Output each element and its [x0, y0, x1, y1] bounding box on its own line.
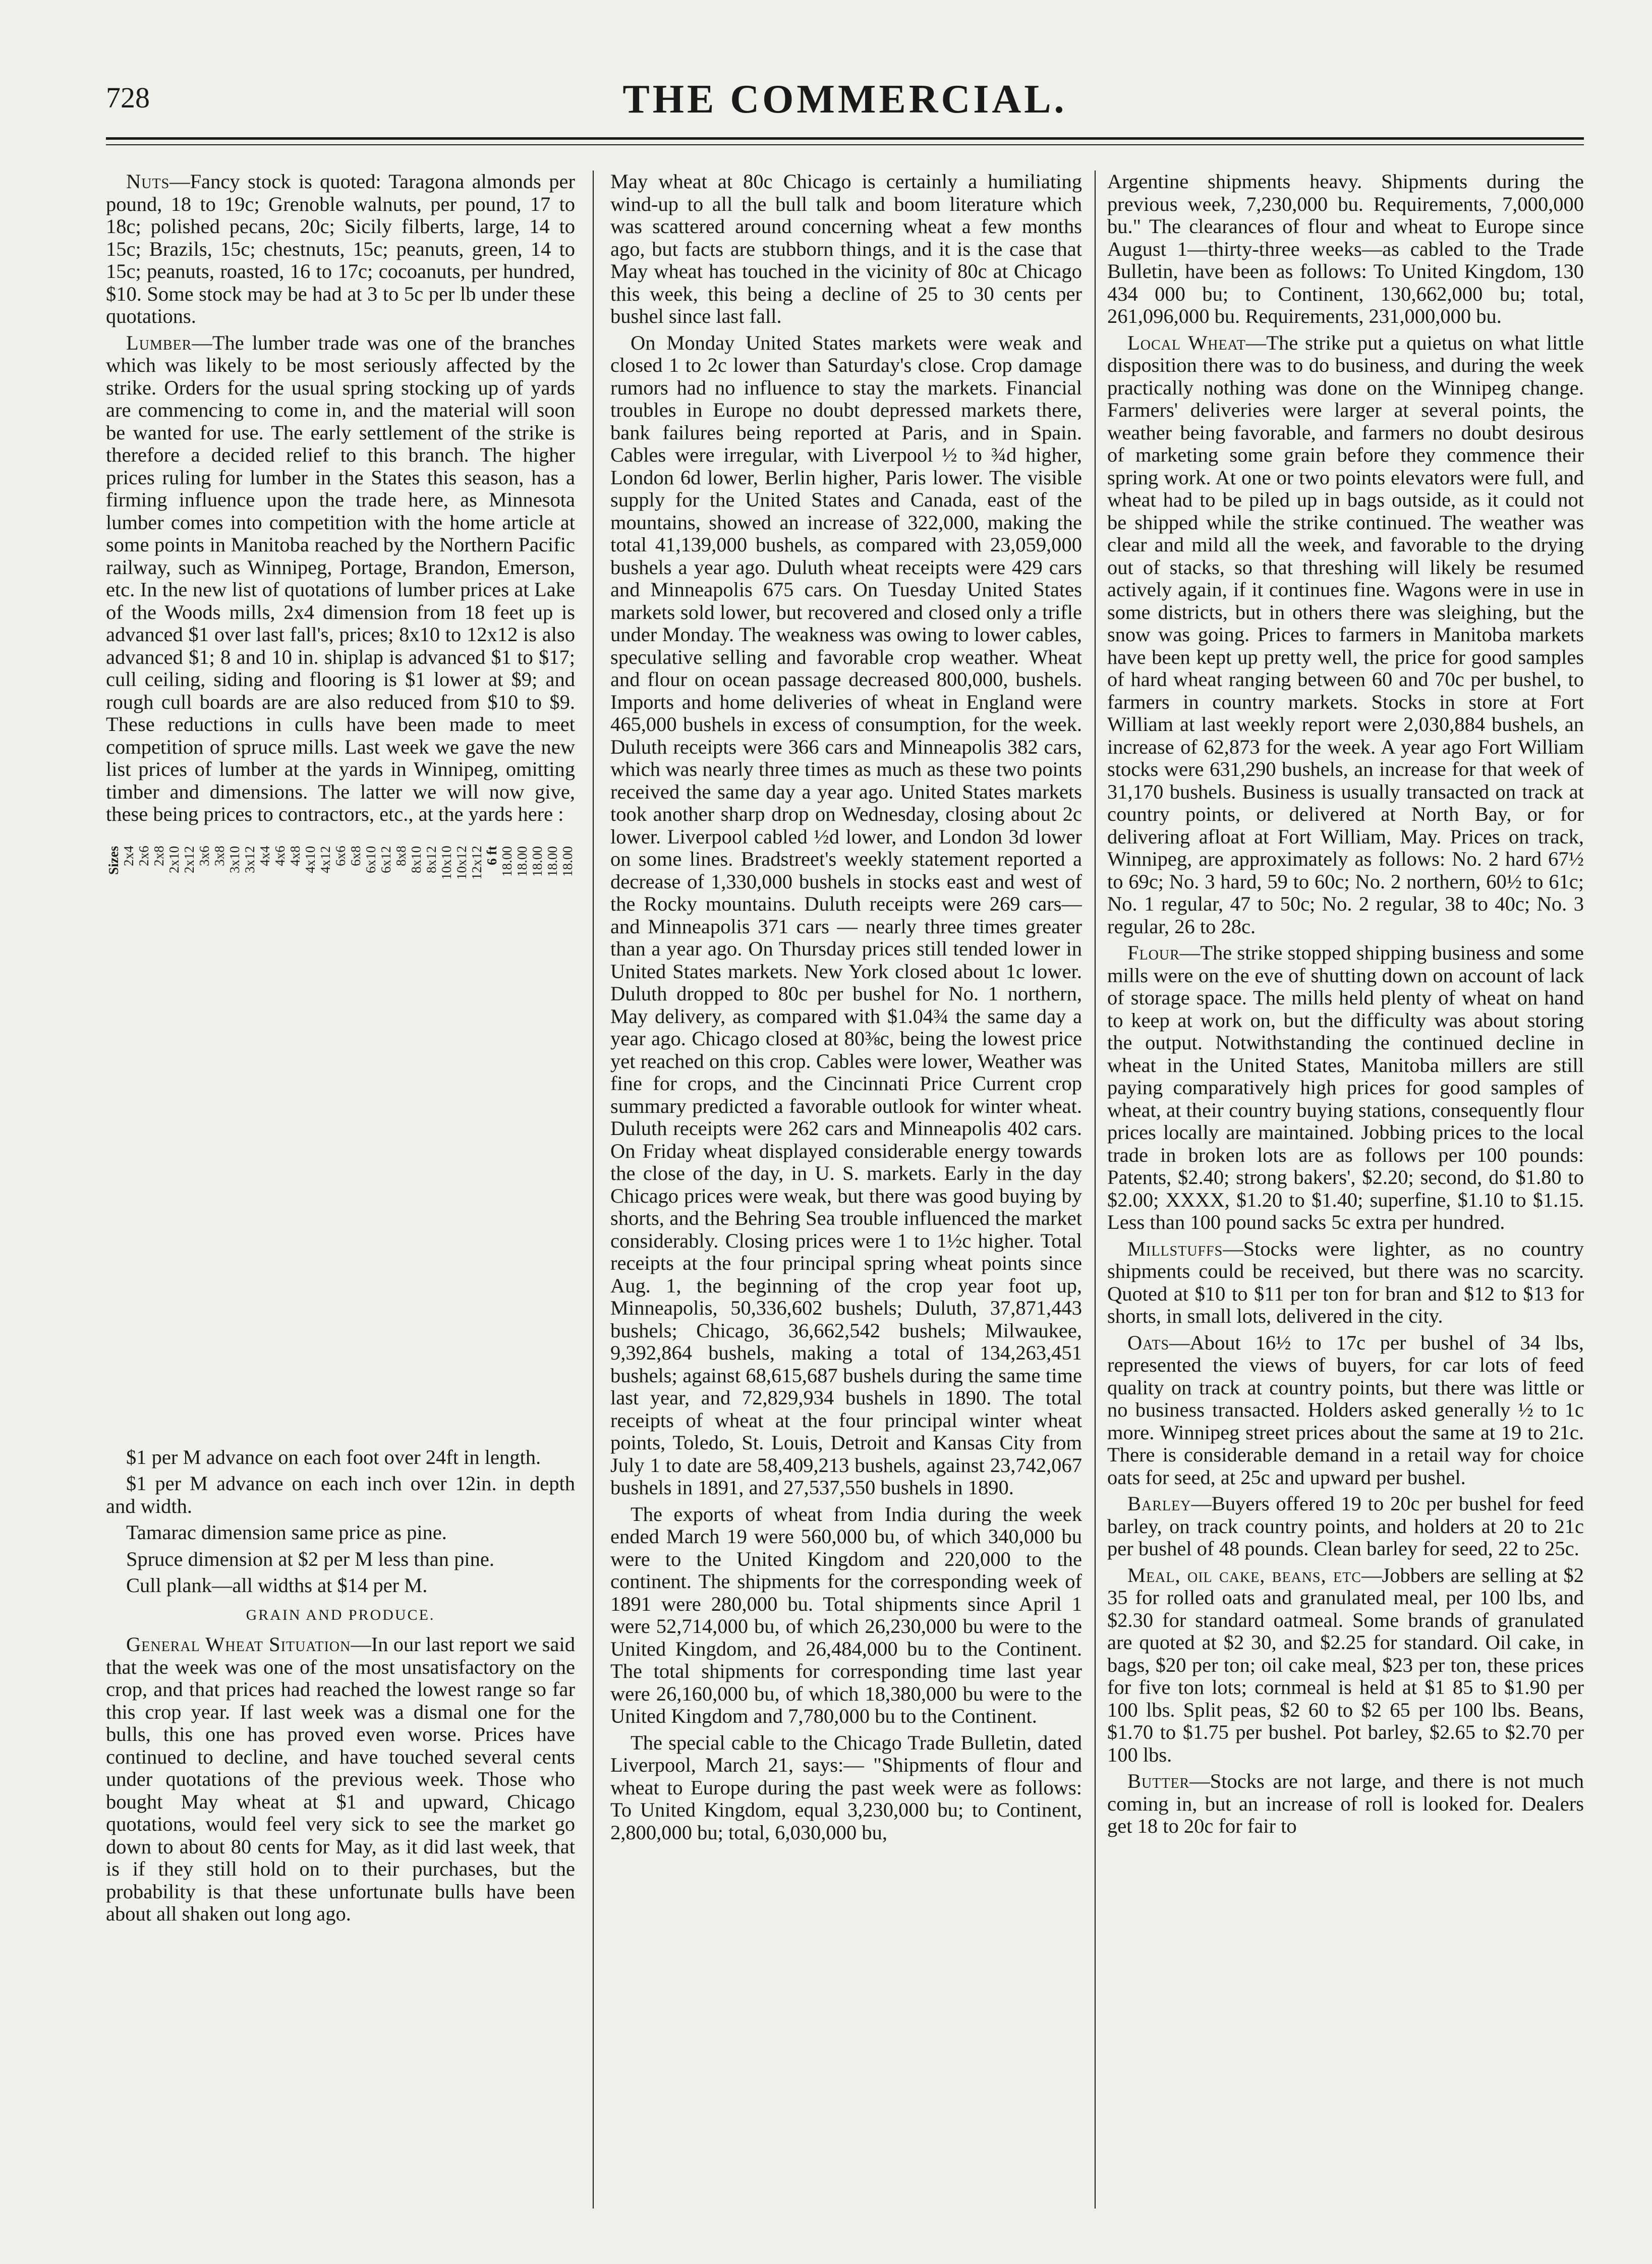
- section-heading: Nuts: [126, 171, 170, 193]
- price-table-size: 4x4: [257, 845, 272, 866]
- section-heading: Barley: [1127, 1492, 1191, 1515]
- masthead: [106, 77, 1584, 122]
- section-text: —In our last report we said that the week was one of the most unsatisfactory on the crop, and that prices had reached the lowest range so far this crop year. If last week was a dismal one for the bulls, this one has proved even worse. Prices have continued to decline, and have touched several cents under quotations of the previous week. Those who bought May wheat at $1 and upward, Chicago quotations, would feel very sick to see the market go down to about 80 cents for May, as it did last week, that is if they still hold on to their purchases, but the probability is that these unfortunate bulls have been about all shaken out long ago.: [106, 1633, 575, 1925]
- section-text: —Buyers offered 19 to 20c per bushel for feed barley, on track country points, and holders at 20 to 21c per bushel of 48 pounds. Clean barley for seed, 22 to 25c.: [1107, 1492, 1584, 1560]
- section-text: —Stocks are not large, and there is not much coming in, but an increase of roll is looked for. Dealers get 18 to 20c for fair to: [1107, 1770, 1584, 1837]
- price-table-size: 2x6: [136, 845, 151, 866]
- price-table-size: 10x12: [454, 845, 469, 880]
- price-table-size: 8x12: [424, 845, 439, 873]
- lumber-note: Spruce dimension at $2 per M less than pine.: [126, 1547, 494, 1570]
- market-section-paragraph: [1107, 1770, 1584, 1838]
- price-table-size: 12x12: [469, 845, 484, 880]
- price-table-size: 4x8: [288, 845, 303, 866]
- grain-produce-heading: GRAIN AND PRODUCE.: [246, 1606, 435, 1623]
- section-heading: Butter: [1127, 1770, 1190, 1792]
- price-table-size: 4x10: [303, 845, 318, 873]
- wheat-situation-paragraph: [106, 1633, 575, 1926]
- column-divider: [1095, 171, 1096, 2209]
- price-table-size: 3x10: [227, 845, 242, 873]
- section-text: —Stocks were lighter, as no country shipments could be received, but there was no scarcity. Quoted at $10 to $11 per ton for bran and $12 to $13 for shorts, in small lots, delivered in the city.: [1107, 1237, 1584, 1327]
- section-text: —The lumber trade was one of the branches which was likely to be most seriously affected by the strike. Orders for the usual spring stocking up of yards are commencing to come in, and the material will soon be wanted for use. The early settlement of the strike is therefore a decided relief to this branch. The higher prices ruling for lumber in the States this season, has a firming influence upon the trade here, as Minnesota lumber comes into competition with the home article at some points in Manitoba reached by the Northern Pacific railway, such as Winnipeg, Portage, Brandon, Emerson, etc. In the new list of quotations of lumber prices at Lake of the Woods mills, 2x4 dimension from 18 feet up is advanced $1 over last fall's, prices; 8x10 to 12x12 is also advanced $1; 8 and 10 in. shiplap is advanced $1 to $17; cull ceiling, siding and flooring is $1 lower at $9; and rough cull boards are are also reduced from $10 to $9. These reductions in culls have been made to meet competition of spruce mills. Last week we gave the new list prices of lumber at the yards in Winnipeg, omitting timber and dimensions. The latter we will now give, these being prices to contractors, etc., at the yards here :: [106, 331, 575, 825]
- section-heading: Flour: [1127, 941, 1180, 964]
- section-text: —The strike stopped shipping business and some mills were on the eve of shutting down on account of lack of storage space. The mills held plenty of wheat on hand to keep at work on, but the difficulty was about storing the output. Notwithstanding the continued decline in wheat in the United States, Manitoba millers are still paying comparatively high prices for good samples of wheat, at their country buying stations, consequently flour prices locally are maintained. Jobbing prices to the local trade in broken lots are as follows per 100 pounds: Patents, $2.40; strong bakers', $2.20; second, do $1.80 to $2.00; XXXX, $1.20 to $1.40; superfine, $1.10 to $1.15. Less than 100 pound sacks 5c extra per hundred.: [1107, 941, 1584, 1233]
- lumber-notes: [106, 1446, 575, 1597]
- lumber-paragraph: [106, 332, 575, 826]
- price-table-size: 6x12: [378, 845, 393, 873]
- price-table-size: 8x10: [409, 845, 424, 873]
- lumber-note: $1 per M advance on each foot over 24ft in length.: [126, 1445, 541, 1468]
- price-table-header: 6 ft: [484, 845, 499, 865]
- price-table-column: [106, 846, 484, 1436]
- section-heading: General Wheat Situation: [126, 1633, 351, 1656]
- price-table-size: 2x10: [166, 845, 182, 873]
- price-table-size: 8x8: [393, 845, 409, 866]
- price-table-header: Sizes: [106, 845, 121, 875]
- section-heading: Oats: [1127, 1331, 1170, 1354]
- market-section-paragraph: [1107, 332, 1584, 938]
- price-table-cell: 18.00: [545, 845, 560, 877]
- market-section-paragraph: [1107, 1238, 1584, 1328]
- market-paragraph: On Monday United States markets were weak and closed 1 to 2c lower than Saturday's close. Crop damage rumors had no influence to stay the markets. Financial troubles in Europe no doubt depressed markets there, bank failures being reported at Paris, and in Spain. Cables were irregular, with Liverpool ½ to ¾d higher, London 6d lower, Berlin higher, Paris lower. The visible supply for the United States and Canada, east of the mountains, showed an increase of 322,000, making the total 41,139,000 bushels, as compared with 23,059,000 bushels a year ago. Duluth wheat receipts were 429 cars and Minneapolis 675 cars. On Tuesday United States markets sold lower, but recovered and closed only a trifle under Monday. The weakness was owing to lower cables, speculative selling and favorable crop weather. Wheat and flour on ocean passage decreased 800,000, bushels. Imports and home deliveries of wheat in England were 465,000 bushels in excess of consumption, for the week. Duluth receipts were 366 cars and Minneapolis 382 cars, which was nearly three times as much as these two points received the same day a year ago. United States markets took another sharp drop on Wednesday, closing about 2c lower. Liverpool cabled ½d lower, and London 3d lower on some lines. Bradstreet's weekly statement reported a decrease of 1,330,000 bushels in stocks east and west of the Rocky mountains. Duluth receipts were 269 cars—and Minneapolis 371 cars — nearly three times greater than a year ago. On Thursday prices still tended lower in United States markets. New York closed about 1c lower. Duluth dropped to 80c per bushel for No. 1 northern, May delivery, as compared with $1.04¾ the same day a year ago. Chicago closed at 80⅜c, being the lowest price yet reached on this crop. Cables were lower, Weather was fine for crops, and the Cincinnati Price Current crop summary predicted a favorable outlook for winter wheat. Duluth receipts were 262 cars and Minneapolis 402 cars. On Friday wheat displayed considerable energy towards the close of the day, in U. S. markets. Early in the day Chicago prices were weak, but there was good buying by shorts, and the Behring Sea trouble influenced the market considerably. Closing prices were 1 to 1½c higher. Total receipts at the four principal spring wheat points since Aug. 1, the beginning of the crop year foot up, Minneapolis, 50,336,602 bushels; Duluth, 37,871,443 bushels; Chicago, 36,662,542 bushels; Milwaukee, 9,392,864 bushels, making a total of 134,263,451 bushels; against 68,615,687 bushels during the same time last year, and 72,829,934 bushels in 1890. The total receipts of wheat at the four principal winter wheat points, Toledo, St. Louis, Detroit and Kansas City from July 1 to date are 58,409,213 bushels, against 23,742,067 bushels in 1891, and 27,537,550 bushels in 1890.: [610, 331, 1082, 1499]
- section-text: —About 16½ to 17c per bushel of 34 lbs, represented the views of buyers, for car lots of feed quality on track at country points, but there was little or no business transacted. Holders asked generally ½ to 1c more. Winnipeg street prices about the same at 19 to 21c. There is considerable demand in a retail way for choice oats for seed, at 25c and upward per bushel.: [1107, 1331, 1584, 1489]
- section-text: —The strike put a quietus on what little disposition there was to do business, and during the week practically nothing was done on the Winnipeg change. Farmers' deliveries were larger at several points, the weather being favorable, and farmers no doubt desirous of marketing some grain before they commence their spring work. At one or two points elevators were full, and wheat had to be piled up in bags outside, as it could not be shipped while the strike continued. The weather was clear and mild all the week, and favorable to the drying out of stacks, so that threshing will likely be resumed actively again, if it continues fine. Wagons were in use in some districts, but in others there was sleighing, but the snow was going. Prices to farmers in Manitoba markets have been kept up pretty well, the price for good samples of hard wheat ranging between 60 and 70c per bushel, to farmers in country markets. Stocks in store at Fort William at last weekly report were 2,030,884 bushels, an increase of 62,873 for the week. A year ago Fort William stocks were 631,290 bushels, an increase for that week of 31,170 bushels. Business is usually transacted on track at country points, or delivered at North Bay, or for delivering afloat at Fort William, May. Prices on track, Winnipeg, are approximately as follows: No. 2 hard 67½ to 69c; No. 3 hard, 59 to 60c; No. 2 northern, 60½ to 61c; No. 1 regular, 47 to 50c; No. 2 regular, 38 to 40c; No. 3 regular, 26 to 28c.: [1107, 331, 1584, 938]
- price-table-size: 2x8: [151, 845, 166, 866]
- lumber-note: $1 per M advance on each inch over 12in. in depth and width.: [106, 1472, 575, 1517]
- price-table-cell: 18.00: [530, 845, 545, 877]
- market-section-paragraph: [1107, 1332, 1584, 1489]
- price-table-size: 2x12: [182, 845, 197, 873]
- price-table-cell: 18.00: [560, 845, 575, 877]
- column-3: [1107, 171, 1584, 2209]
- column-2: [610, 171, 1082, 2209]
- price-table-size: 3x12: [242, 845, 257, 873]
- lumber-note: Cull plank—all widths at $14 per M.: [126, 1574, 428, 1597]
- market-section-paragraph: [1107, 1564, 1584, 1767]
- section-text: —Fancy stock is quoted: Taragona almonds per pound, 18 to 19c; Grenoble walnuts, per pound, 17 to 18c; polished pecans, 20c; Sicily filberts, large, 14 to 15c; Brazils, 15c; chestnuts, 15c; peanuts, green, 14 to 15c; peanuts, roasted, 16 to 17c; cocoanuts, per hundred, $10. Some stock may be had at 3 to 5c per lb under these quotations.: [106, 171, 575, 327]
- header-rule: [106, 137, 1584, 140]
- price-table-size: 2x4: [121, 845, 136, 866]
- price-table-size: 4x6: [272, 845, 288, 866]
- header-rule-thin: [106, 144, 1584, 145]
- section-text: —Jobbers are selling at $2 35 for rolled oats and granulated meal, per 100 lbs, and $2.30 for standard oatmeal. Some brands of granulated are quoted at $2 30, and $2.25 for standard. Oil cake, in bags, $20 per ton; oil cake meal, $23 per ton, these prices for five ton lots; cornmeal is held at $1 85 to $1.90 per 100 lbs. Split peas, $2 60 to $2 65 per 100 lbs. Beans, $1.70 to $1.75 per bushel. Pot barley, $2.65 to $2.70 per 100 lbs.: [1107, 1563, 1584, 1766]
- nuts-paragraph: [106, 171, 575, 328]
- price-table-size: 6x10: [363, 845, 378, 873]
- price-table-size: 6x8: [348, 845, 363, 866]
- price-table-size: 4x12: [318, 845, 333, 873]
- column-divider: [593, 171, 594, 2209]
- lumber-price-table: [106, 846, 575, 1436]
- price-table-size: 3x8: [212, 845, 227, 866]
- section-heading: Meal, oil cake, beans, etc: [1127, 1563, 1361, 1587]
- price-table-cell: 18.00: [499, 845, 515, 877]
- column-1: [106, 171, 575, 2209]
- argentine-paragraph: Argentine shipments heavy. Shipments during the previous week, 7,230,000 bu. Requirements, 7,000,000 bu." The clearances of flour and wheat to Europe since August 1—thirty-three weeks—as cabled to the Trade Bulletin, have been as follows: To United Kingdom, 130 434 000 bu; to Continent, 130,662,000 bu; total, 261,096,000 bu. Requirements, 231,000,000 bu.: [1107, 171, 1584, 327]
- price-table-cell: 18.00: [515, 845, 530, 877]
- market-paragraph: The special cable to the Chicago Trade Bulletin, dated Liverpool, March 21, says:— "Shipments of flour and wheat to Europe during the past week were as follows: To United Kingdom, equal 3,230,000 bu; to Continent, 2,800,000 bu; total, 6,030,000 bu,: [610, 1731, 1082, 1844]
- market-section-paragraph: [1107, 1493, 1584, 1560]
- page-number: 728: [106, 81, 150, 114]
- newspaper-title: THE COMMERCIAL.: [622, 77, 1067, 122]
- market-paragraph: The exports of wheat from India during the week ended March 19 were 560,000 bu, of which 340,000 bu were to the United Kingdom and 220,000 to the continent. The shipments for the corresponding week of 1891 were 280,000 bu. Total shipments since April 1 were 52,714,000 bu, of which 26,230,000 bu were to the United Kingdom, and 26,484,000 bu to the Continent. The total shipments for corresponding time last year were 26,160,000 bu, of which 18,380,000 bu were to the United Kingdom and 7,780,000 bu to the Continent.: [610, 1502, 1082, 1727]
- lumber-note: Tamarac dimension same price as pine.: [126, 1521, 447, 1544]
- price-table-size: 10x10: [439, 845, 454, 880]
- section-heading: Local Wheat: [1127, 331, 1246, 354]
- price-table-size: 6x6: [333, 845, 348, 866]
- section-heading: Millstuffs: [1127, 1237, 1223, 1260]
- market-section-paragraph: [1107, 942, 1584, 1234]
- price-table-column: [484, 846, 575, 1436]
- price-table-size: 3x6: [197, 845, 212, 866]
- market-paragraph: May wheat at 80c Chicago is certainly a humiliating wind-up to all the bull talk and boom literature which was scattered around concerning wheat a few months ago, but facts are stubborn things, and it is the case that May wheat has touched in the vicinity of 80c at Chicago this week, this being a decline of 25 to 30 cents per bushel since last fall.: [610, 171, 1082, 327]
- section-heading: Lumber: [126, 331, 192, 354]
